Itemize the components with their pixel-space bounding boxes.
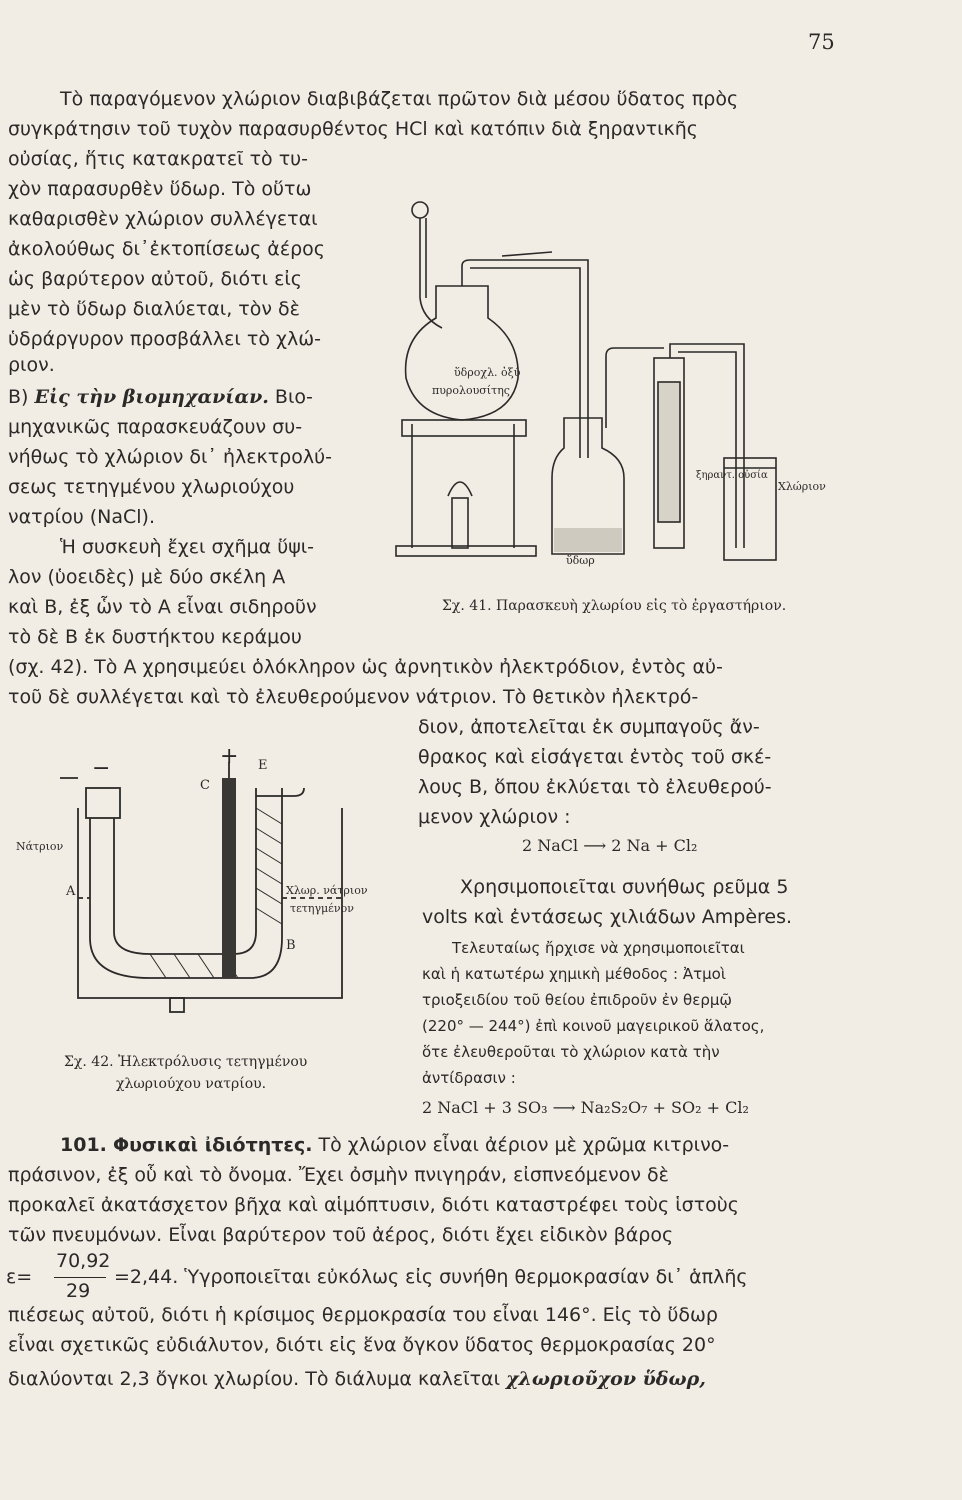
section-number: 101.: [60, 1134, 107, 1156]
equation-so3: 2 NaCl + 3 SO₃ ⟶ Na₂S₂O₇ + SO₂ + Cl₂: [422, 1098, 749, 1117]
text-line: πιέσεως αὐτοῦ, διότι ἡ κρίσιμος θερμοκρασία του εἶναι 146°. Εἰς τὸ ὕδωρ: [8, 1304, 718, 1326]
text-line: Ἡ συσκευὴ ἔχει σχῆμα ὕψι-: [60, 536, 315, 558]
frac-denominator: 29: [66, 1280, 91, 1302]
fig41-label-chlorine: Χλώριον: [778, 480, 826, 493]
text-line-small: τριοξειδίου τοῦ θείου ἐπιδροῦν ἐν θερμῷ: [422, 991, 732, 1009]
text-line: καθαρισθὲν χλώριον συλλέγεται: [8, 208, 318, 230]
fig41-label-drying: ξηραντ. οὐσία: [696, 470, 768, 481]
text-line: (σχ. 42). Τὸ Α χρησιμεύει ὁλόκληρον ὡς ἀρνητικὸν ἠλεκτρόδιον, ἐντὸς αὐ-: [8, 656, 723, 678]
fig42-label-melt1: Χλωρ. νάτριον: [286, 884, 368, 897]
section-title: Φυσικαὶ ἰδιότητες.: [112, 1134, 313, 1156]
text-line: μηχανικῶς παρασκευάζουν συ-: [8, 416, 303, 438]
text-line: τὸ δὲ Β ἐκ δυστήκτου κεράμου: [8, 626, 302, 648]
fig42-label-sodium: Νάτριον: [16, 840, 64, 853]
subheading-industry: [8, 384, 313, 410]
text-line-small: Τελευταίως ἤρχισε νὰ χρησιμοποιεῖται: [452, 939, 745, 957]
text-line: νήθως τὸ χλώριον δι᾽ ἠλεκτρολύ-: [8, 446, 332, 468]
text-line-small: ἀντίδρασιν :: [422, 1069, 516, 1087]
fig42-plus-sign: +: [220, 744, 239, 769]
text-line: Τὸ παραγόμενον χλώριον διαβιβάζεται πρῶτον διὰ μέσου ὕδατος πρὸς: [60, 88, 739, 110]
text-line: χὸν παρασυρθὲν ὕδωρ. Τὸ οὕτω: [8, 178, 312, 200]
text-line: τῶν πνευμόνων. Εἶναι βαρύτερον τοῦ ἀέρος, διότι ἔχει εἰδικὸν βάρος: [8, 1224, 674, 1246]
fig41-label-pyrolusite: πυρολουσίτης: [432, 384, 510, 397]
text-line: οὐσίας, ἥτις κατακρατεῖ τὸ τυ-: [8, 148, 308, 170]
chlorine-water-term: χλωριοῦχον ὕδωρ,: [506, 1368, 706, 1390]
text-line: συγκράτησιν τοῦ τυχὸν παρασυρθέντος HCl καὶ κατόπιν διὰ ξηραντικῆς: [8, 118, 698, 140]
frac-lhs: ε=: [6, 1266, 33, 1288]
text-line: σεως τετηγμένου χλωριούχου: [8, 476, 295, 498]
text-line: πράσινον, ἐξ οὗ καὶ τὸ ὄνομα. Ἔχει ὀσμὴν πνιγηράν, εἰσπνεόμενον δὲ: [8, 1164, 669, 1186]
section-text: Τὸ χλώριον εἶναι ἀέριον μὲ χρῶμα κιτρινο-: [318, 1134, 730, 1156]
subheading-prefix: Β): [8, 386, 29, 408]
text-line: Χρησιμοποιεῖται συνήθως ρεῦμα 5: [460, 876, 789, 898]
figure-42-caption-2: χλωριούχου νατρίου.: [116, 1076, 267, 1092]
section-101-line: [60, 1132, 729, 1158]
equation-electrolysis: 2 NaCl ⟶ 2 Na + Cl₂: [522, 836, 698, 855]
text-line: μὲν τὸ ὕδωρ διαλύεται, τὸν δὲ: [8, 298, 300, 320]
text-line: νατρίου (NaCl).: [8, 506, 155, 528]
text-line: καὶ Β, ἐξ ὧν τὸ Α εἶναι σιδηροῦν: [8, 596, 317, 618]
text-line: ἀκολούθως δι᾽ἐκτοπίσεως ἀέρος: [8, 238, 325, 260]
page-number: 75: [808, 30, 835, 54]
text-line: εἶναι σχετικῶς εὐδιάλυτον, διότι εἰς ἕνα ὄγκον ὕδατος θερμοκρασίας 20°: [8, 1334, 716, 1356]
last-text: διαλύονται 2,3 ὄγκοι χλωρίου. Τὸ διάλυμα καλεῖται: [8, 1368, 501, 1390]
fig42-minus-sign: −: [92, 756, 111, 781]
fig41-label-water: ὕδωρ: [566, 554, 595, 567]
text-line: διον, ἀποτελεῖται ἐκ συμπαγοῦς ἄν-: [418, 716, 760, 738]
subheading-title: Εἰς τὴν βιομηχανίαν.: [34, 386, 269, 408]
fig41-label-hcl: ὕδροχλ. ὀξύ: [454, 366, 521, 379]
fig42-label-e: Ε: [258, 758, 268, 773]
text-line: volts καὶ ἐντάσεως χιλιάδων Ampères.: [422, 906, 793, 928]
text-line: ριον.: [8, 354, 55, 376]
figure-41-caption: Σχ. 41. Παρασκευὴ χλωρίου εἰς τὸ ἐργαστήριον.: [442, 598, 787, 614]
frac-numerator: 70,92: [56, 1250, 111, 1272]
text-line: λον (ὑοειδὲς) μὲ δύο σκέλη Α: [8, 566, 286, 588]
text-line: ὡς βαρύτερον αὐτοῦ, διότι εἰς: [8, 268, 302, 290]
text-line-last: [8, 1366, 706, 1392]
fig42-label-c: C: [200, 778, 210, 793]
text-line-small: ὅτε ἐλευθεροῦται τὸ χλώριον κατὰ τὴν: [422, 1043, 720, 1061]
frac-rest: =2,44. Ὑγροποιεῖται εὐκόλως εἰς συνήθη θερμοκρασίαν δι᾽ ἁπλῆς: [114, 1266, 748, 1288]
fig42-label-b: Β: [286, 938, 296, 953]
text-line: μενον χλώριον :: [418, 806, 571, 828]
subheading-suffix: Βιο-: [274, 386, 313, 408]
fig42-label-melt2: τετηγμένον: [290, 902, 354, 915]
text-line-small: καὶ ἡ κατωτέρω χημικὴ μέθοδος : Ἀτμοὶ: [422, 965, 726, 983]
text-line: ὑδράργυρον προσβάλλει τὸ χλώ-: [8, 328, 321, 350]
text-line: προκαλεῖ ἀκατάσχετον βῆχα καὶ αἱμόπτυσιν, διότι καταστρέφει τοὺς ἱστοὺς: [8, 1194, 739, 1216]
text-line-small: (220° — 244°) ἐπὶ κοινοῦ μαγειρικοῦ ἅλατος,: [422, 1017, 765, 1035]
figure-42-caption-1: Σχ. 42. Ἠλεκτρόλυσις τετηγμένου: [64, 1054, 308, 1070]
text-line: θρακος καὶ εἰσάγεται ἐντὸς τοῦ σκέ-: [418, 746, 772, 768]
frac-bar: [54, 1277, 106, 1278]
text-line: λους Β, ὅπου ἐκλύεται τὸ ἐλευθερού-: [418, 776, 772, 798]
text-line: τοῦ δὲ συλλέγεται καὶ τὸ ἐλευθερούμενον νάτριον. Τὸ θετικὸν ἠλεκτρό-: [8, 686, 699, 708]
fig42-label-a: Α: [66, 884, 76, 899]
